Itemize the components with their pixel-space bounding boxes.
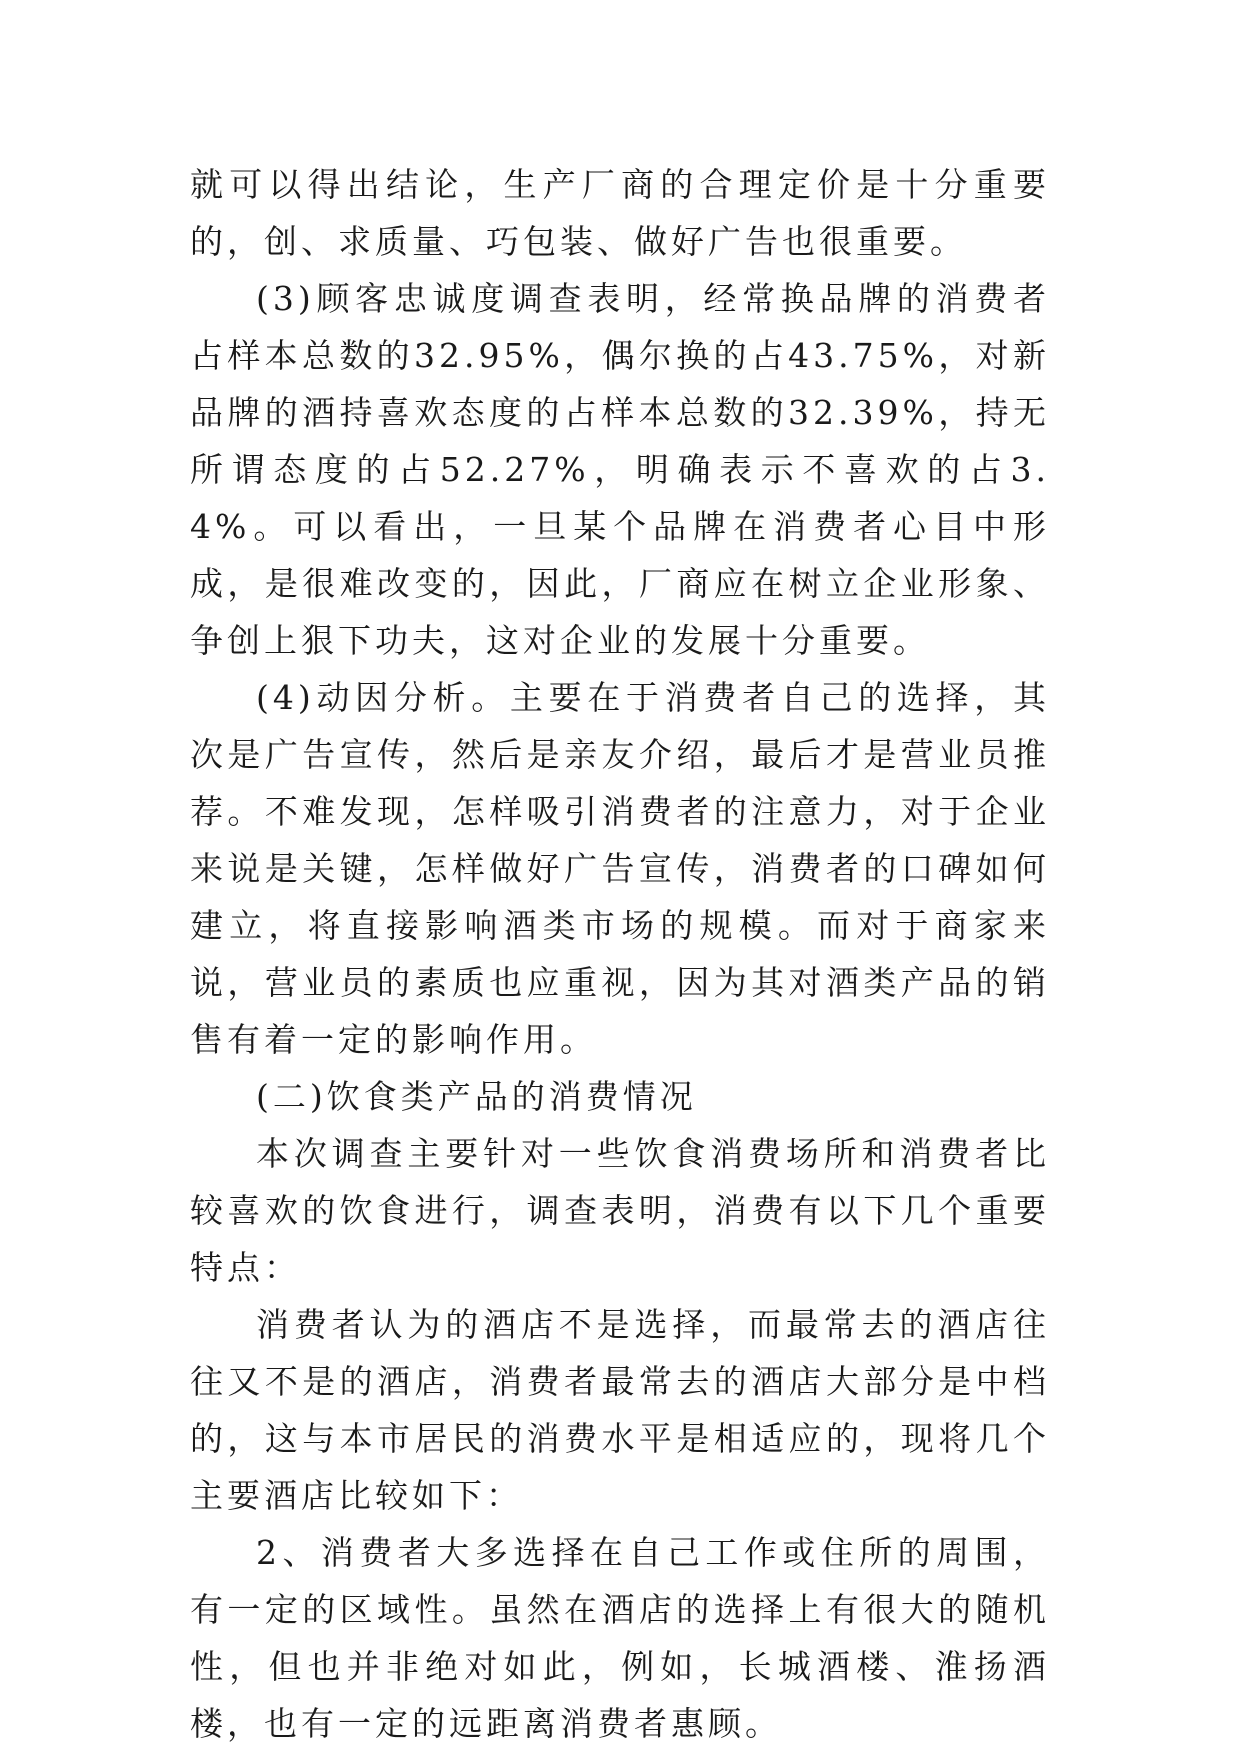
document-body: [190, 156, 1050, 1752]
paragraph-pricing-conclusion: 就可以得出结论，生产厂商的合理定价是十分重要的，创、求质量、巧包装、做好广告也很重要。: [190, 165, 1050, 261]
section-heading-food-consumption: (二)饮食类产品的消费情况: [256, 1077, 697, 1116]
paragraph-regional-preference: 2、消费者大多选择在自己工作或住所的周围，有一定的区域性。虽然在酒店的选择上有很大的随机性，但也并非绝对如此，例如，长城酒楼、淮扬酒楼，也有一定的远距离消费者惠顾。: [190, 1533, 1050, 1743]
paragraph-customer-loyalty: (3)顾客忠诚度调查表明，经常换品牌的消费者占样本总数的32.95%，偶尔换的占43.75%，对新品牌的酒持喜欢态度的占样本总数的32.39%，持无所谓态度的占52.27%，明确表示不喜欢的占3.4%。可以看出，一旦某个品牌在消费者心目中形成，是很难改变的，因此，厂商应在树立企业形象、争创上狠下功夫，这对企业的发展十分重要。: [190, 279, 1050, 660]
paragraph-survey-intro: 本次调查主要针对一些饮食消费场所和消费者比较喜欢的饮食进行，调查表明，消费有以下几个重要特点：: [190, 1134, 1050, 1287]
paragraph-restaurant-choice: 消费者认为的酒店不是选择，而最常去的酒店往往又不是的酒店，消费者最常去的酒店大部分是中档的，这与本市居民的消费水平是相适应的，现将几个主要酒店比较如下：: [190, 1305, 1050, 1515]
paragraph-motivation-analysis: (4)动因分析。主要在于消费者自己的选择，其次是广告宣传，然后是亲友介绍，最后才是营业员推荐。不难发现，怎样吸引消费者的注意力，对于企业来说是关键，怎样做好广告宣传，消费者的口碑如何建立，将直接影响酒类市场的规模。而对于商家来说，营业员的素质也应重视，因为其对酒类产品的销售有着一定的影响作用。: [190, 678, 1050, 1059]
